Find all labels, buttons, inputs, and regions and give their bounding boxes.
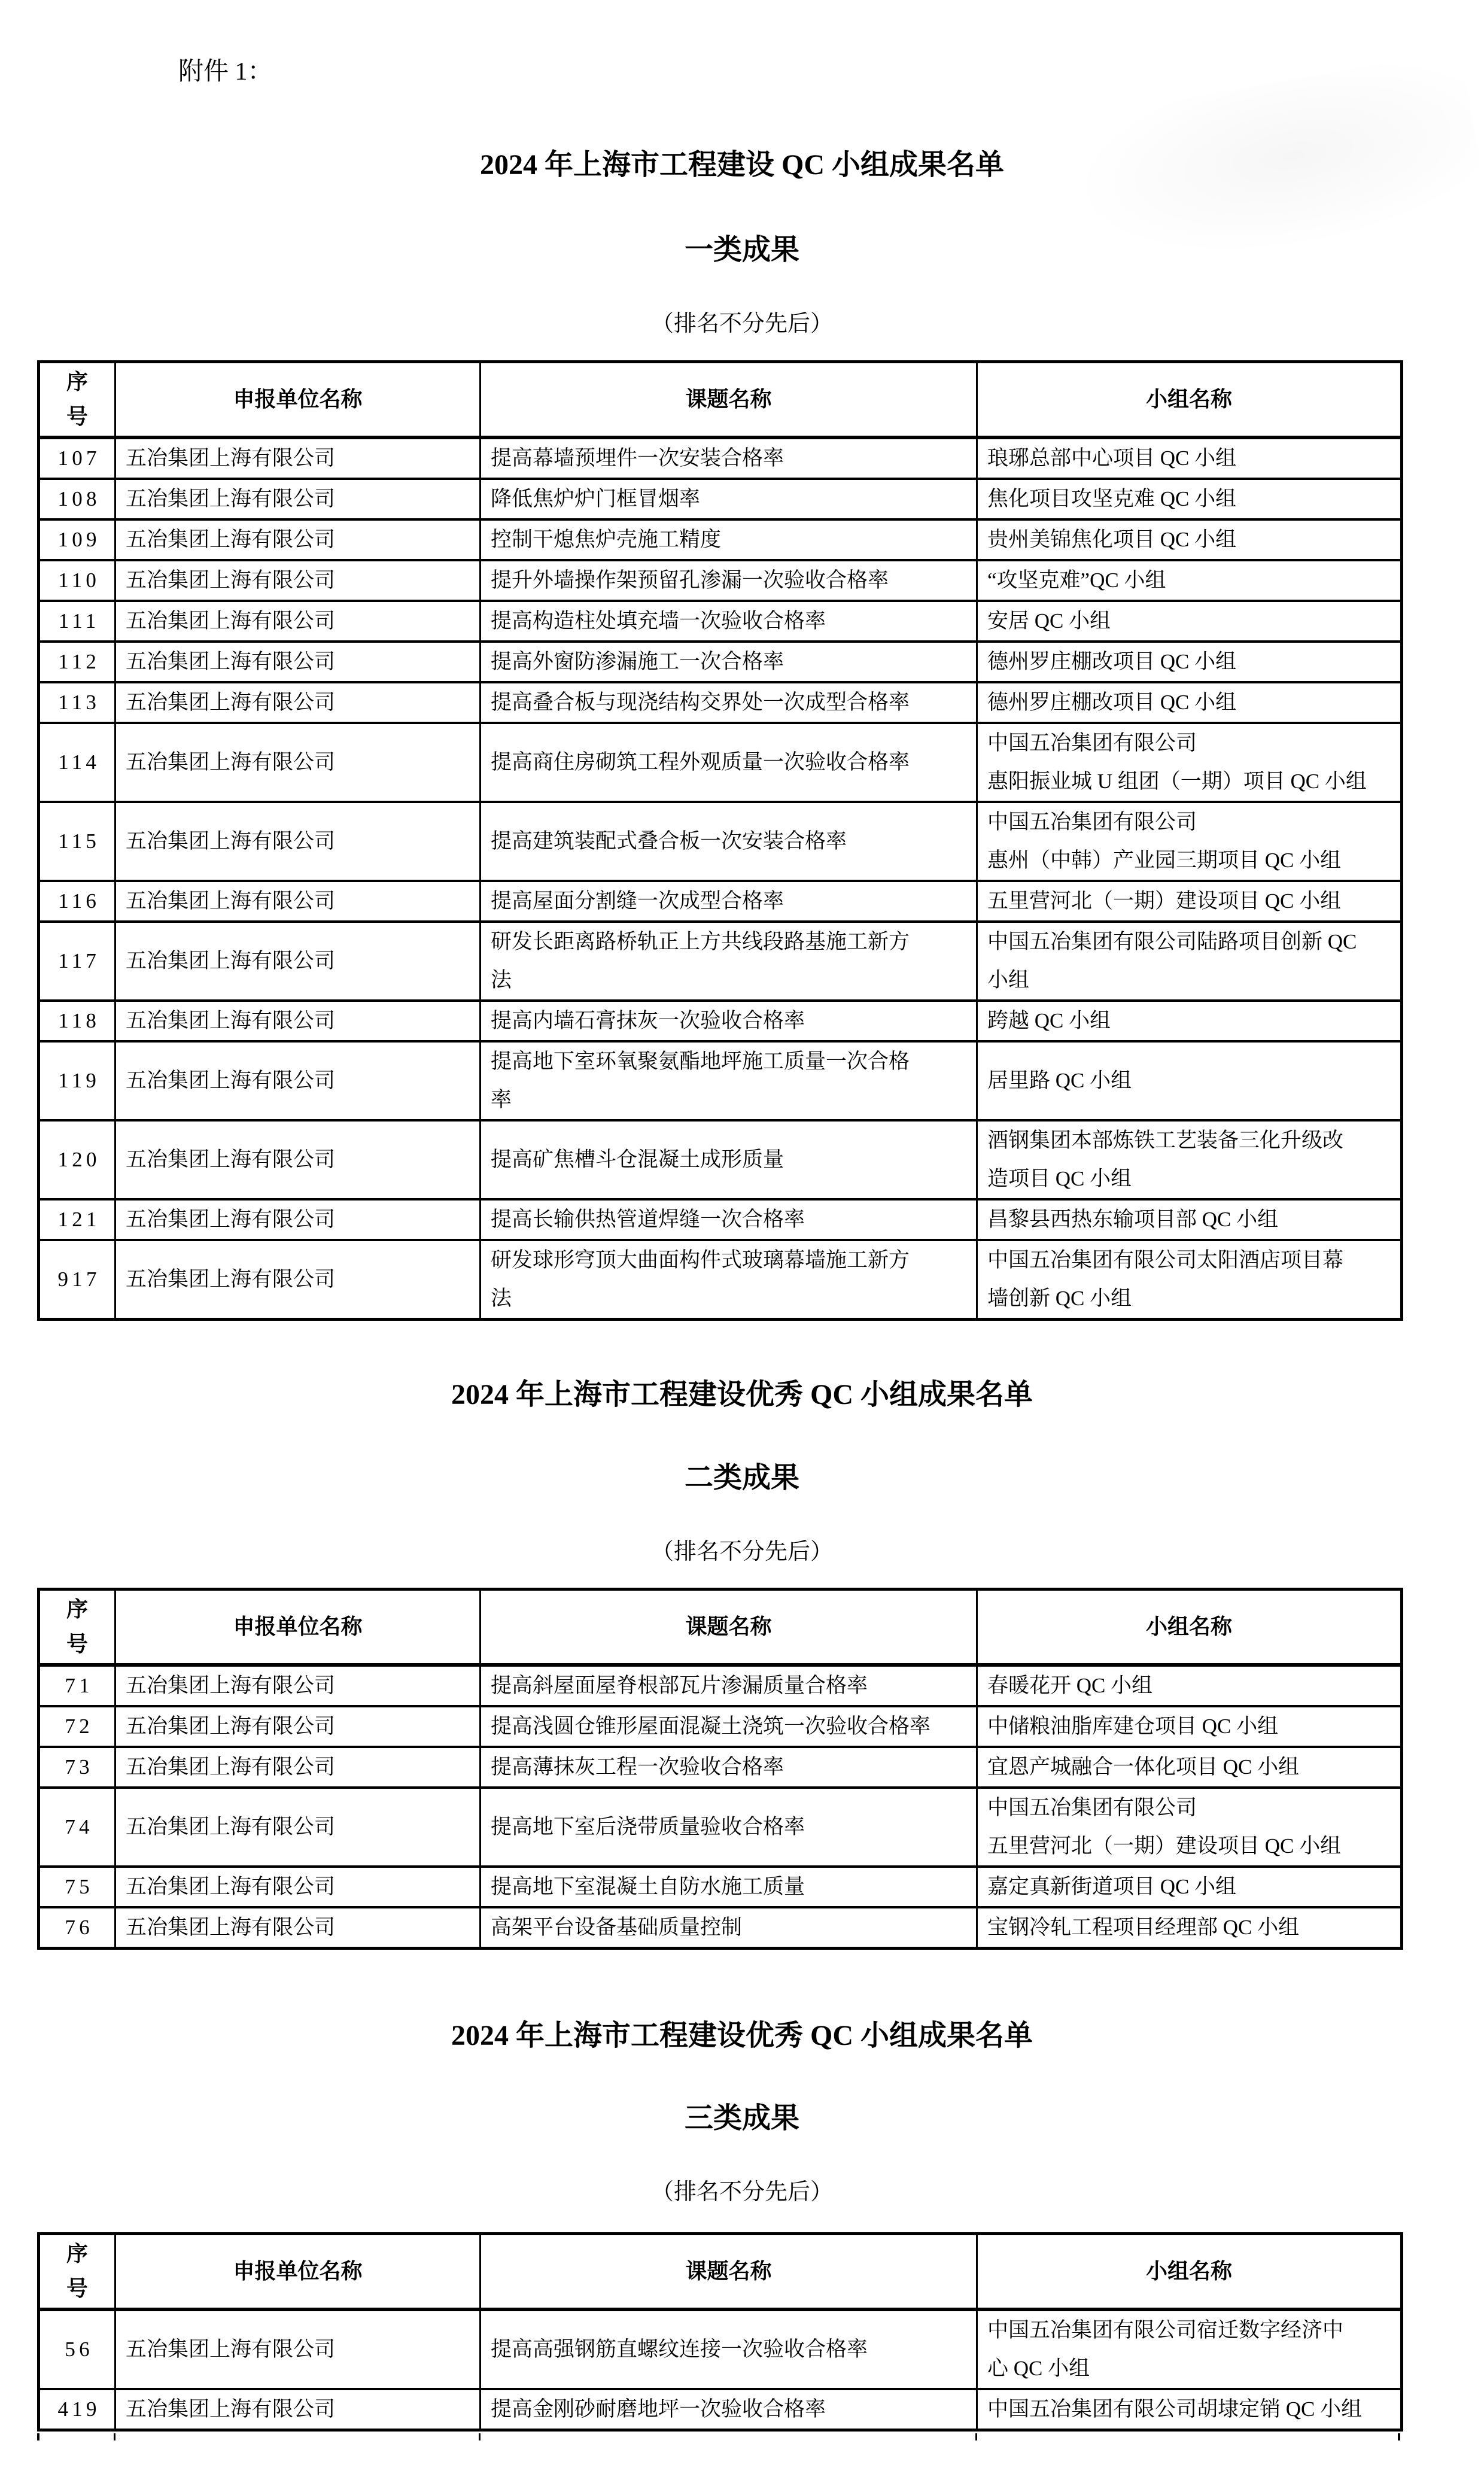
- cell-serial: 116: [58, 889, 101, 913]
- cell-unit: 五冶集团上海有限公司: [115, 1199, 481, 1240]
- cell-topic: 研发球形穹顶大曲面构件式玻璃幕墙施工新方 法: [481, 1240, 977, 1320]
- table-row: [39, 1001, 1402, 1041]
- column-header-1: 申报单位名称: [115, 2234, 481, 2309]
- section-1-note: （排名不分先后）: [650, 311, 833, 336]
- cell-serial: 107: [57, 446, 101, 470]
- table-row: [39, 1788, 1402, 1867]
- section-2-title: 2024 年上海市工程建设优秀 QC 小组成果名单: [451, 1379, 1033, 1411]
- cell-topic: 提高叠合板与现浇结构交界处一次成型合格率: [481, 682, 977, 723]
- cell-topic: 提高商住房砌筑工程外观质量一次验收合格率: [481, 723, 977, 802]
- column-header-3: 小组名称: [977, 1589, 1402, 1665]
- table-header-row: [39, 2234, 1402, 2309]
- cell-group: 德州罗庄棚改项目 QC 小组: [977, 682, 1402, 723]
- cell-group: 中国五冶集团有限公司宿迁数字经济中 心 QC 小组: [977, 2309, 1402, 2389]
- cell-group: 中国五冶集团有限公司 惠阳振业城 U 组团（一期）项目 QC 小组: [977, 723, 1402, 802]
- cell-group: 中国五冶集团有限公司 惠州（中韩）产业园三期项目 QC 小组: [977, 802, 1402, 881]
- cell-unit: 五冶集团上海有限公司: [115, 1041, 481, 1120]
- cell-group: “攻坚克难”QC 小组: [977, 560, 1402, 601]
- table-row: [39, 1747, 1402, 1788]
- cell-topic: 提高地下室后浇带质量验收合格率: [481, 1788, 977, 1867]
- column-header-3: 小组名称: [977, 362, 1402, 437]
- cell-group: 宝钢冷轧工程项目经理部 QC 小组: [977, 1907, 1402, 1949]
- cell-serial: 115: [58, 829, 101, 853]
- table-row: [39, 881, 1402, 922]
- section-2-note: （排名不分先后）: [650, 1539, 833, 1564]
- cell-topic: 高架平台设备基础质量控制: [481, 1907, 977, 1949]
- cell-topic: 提高建筑装配式叠合板一次安装合格率: [481, 802, 977, 881]
- cell-serial: 76: [65, 1915, 93, 1939]
- cell-group: 嘉定真新街道项目 QC 小组: [977, 1867, 1402, 1907]
- section-2-category: 二类成果: [684, 1462, 799, 1494]
- cell-topic: 提高幕墙预埋件一次安装合格率: [481, 437, 977, 479]
- cell-serial: 120: [57, 1147, 101, 1171]
- cell-serial: 113: [58, 690, 101, 714]
- table-row: [39, 601, 1402, 642]
- cell-group: 焦化项目攻坚克难 QC 小组: [977, 479, 1402, 519]
- cell-group: 昌黎县西热东输项目部 QC 小组: [977, 1199, 1402, 1240]
- cell-topic: 提高高强钢筋直螺纹连接一次验收合格率: [481, 2309, 977, 2389]
- results-table-category-1: [37, 360, 1403, 1321]
- cell-group: 酒钢集团本部炼铁工艺装备三化升级改 造项目 QC 小组: [977, 1120, 1402, 1199]
- results-table-category-3: [37, 2232, 1403, 2432]
- cell-group: 琅琊总部中心项目 QC 小组: [977, 437, 1402, 479]
- cell-serial: 112: [58, 649, 101, 673]
- table-header-row: [39, 362, 1402, 437]
- cell-serial: 110: [58, 568, 101, 592]
- table-row: [39, 1907, 1402, 1949]
- cell-unit: 五冶集团上海有限公司: [115, 642, 481, 682]
- cell-topic: 提高金刚砂耐磨地坪一次验收合格率: [481, 2389, 977, 2430]
- column-header-0: 序号: [66, 1597, 88, 1657]
- cell-unit: 五冶集团上海有限公司: [115, 682, 481, 723]
- cell-serial: 119: [58, 1068, 101, 1092]
- table-row: [39, 682, 1402, 723]
- cell-serial: 118: [58, 1008, 101, 1032]
- cell-topic: 提高浅圆仓锥形屋面混凝土浇筑一次验收合格率: [481, 1706, 977, 1747]
- cell-topic: 提高薄抹灰工程一次验收合格率: [481, 1747, 977, 1788]
- cell-unit: 五冶集团上海有限公司: [115, 2389, 481, 2430]
- cell-topic: 提高地下室环氧聚氨酯地坪施工质量一次合格 率: [481, 1041, 977, 1120]
- cell-unit: 五冶集团上海有限公司: [115, 1867, 481, 1907]
- table-row: [39, 642, 1402, 682]
- cell-group: 安居 QC 小组: [977, 601, 1402, 642]
- cell-serial: 419: [57, 2397, 101, 2421]
- column-header-0: 序号: [66, 370, 88, 429]
- cell-serial: 114: [58, 750, 101, 774]
- cell-topic: 提高构造柱处填充墙一次验收合格率: [481, 601, 977, 642]
- cell-topic: 降低焦炉炉门框冒烟率: [481, 479, 977, 519]
- cell-unit: 五冶集团上海有限公司: [115, 519, 481, 560]
- cell-topic: 控制干熄焦炉壳施工精度: [481, 519, 977, 560]
- cell-topic: 提高斜屋面屋脊根部瓦片渗漏质量合格率: [481, 1665, 977, 1706]
- cell-unit: 五冶集团上海有限公司: [115, 1788, 481, 1867]
- cell-serial: 71: [65, 1673, 93, 1697]
- table-header-row: [39, 1589, 1402, 1665]
- cell-group: 居里路 QC 小组: [977, 1041, 1402, 1120]
- cell-topic: 提高矿焦槽斗仓混凝土成形质量: [481, 1120, 977, 1199]
- cell-unit: 五冶集团上海有限公司: [115, 2309, 481, 2389]
- cell-group: 五里营河北（一期）建设项目 QC 小组: [977, 881, 1402, 922]
- results-table-category-2: [37, 1588, 1403, 1950]
- table-row: [39, 1199, 1402, 1240]
- cell-group: 中国五冶集团有限公司太阳酒店项目幕 墙创新 QC 小组: [977, 1240, 1402, 1320]
- table-row: [39, 2389, 1402, 2430]
- cell-topic: 提高外窗防渗漏施工一次合格率: [481, 642, 977, 682]
- cell-serial: 121: [57, 1207, 101, 1231]
- table-row: [39, 1120, 1402, 1199]
- cell-group: 中储粮油脂库建仓项目 QC 小组: [977, 1706, 1402, 1747]
- cell-unit: 五冶集团上海有限公司: [115, 922, 481, 1001]
- cell-unit: 五冶集团上海有限公司: [115, 560, 481, 601]
- table-cutoff-stub: [37, 2433, 1400, 2440]
- cell-serial: 109: [57, 527, 101, 551]
- section-1-title: 2024 年上海市工程建设 QC 小组成果名单: [479, 149, 1004, 181]
- cell-group: 跨越 QC 小组: [977, 1001, 1402, 1041]
- column-header-3: 小组名称: [977, 2234, 1402, 2309]
- cell-serial: 72: [65, 1714, 93, 1738]
- cell-unit: 五冶集团上海有限公司: [115, 1240, 481, 1320]
- cell-topic: 提高地下室混凝土自防水施工质量: [481, 1867, 977, 1907]
- cell-serial: 75: [65, 1874, 93, 1898]
- cell-unit: 五冶集团上海有限公司: [115, 1120, 481, 1199]
- cell-unit: 五冶集团上海有限公司: [115, 1665, 481, 1706]
- cell-serial: 917: [57, 1267, 101, 1291]
- section-3-note: （排名不分先后）: [650, 2180, 833, 2205]
- table-row: [39, 723, 1402, 802]
- section-3-title: 2024 年上海市工程建设优秀 QC 小组成果名单: [451, 2020, 1033, 2051]
- cell-group: 贵州美锦焦化项目 QC 小组: [977, 519, 1402, 560]
- cell-topic: 提高内墙石膏抹灰一次验收合格率: [481, 1001, 977, 1041]
- cell-unit: 五冶集团上海有限公司: [115, 601, 481, 642]
- cell-unit: 五冶集团上海有限公司: [115, 1747, 481, 1788]
- table-row: [39, 1240, 1402, 1320]
- cell-topic: 提高屋面分割缝一次成型合格率: [481, 881, 977, 922]
- table-row: [39, 922, 1402, 1001]
- cell-group: 德州罗庄棚改项目 QC 小组: [977, 642, 1402, 682]
- table-row: [39, 2309, 1402, 2389]
- cell-unit: 五冶集团上海有限公司: [115, 437, 481, 479]
- column-header-1: 申报单位名称: [115, 362, 481, 437]
- cell-topic: 研发长距离路桥轨正上方共线段路基施工新方 法: [481, 922, 977, 1001]
- table-row: [39, 560, 1402, 601]
- cell-unit: 五冶集团上海有限公司: [115, 1907, 481, 1949]
- cell-topic: 提高长输供热管道焊缝一次合格率: [481, 1199, 977, 1240]
- cell-group: 中国五冶集团有限公司 五里营河北（一期）建设项目 QC 小组: [977, 1788, 1402, 1867]
- column-header-2: 课题名称: [481, 2234, 977, 2309]
- cell-unit: 五冶集团上海有限公司: [115, 1706, 481, 1747]
- cell-serial: 73: [65, 1755, 93, 1779]
- cell-serial: 117: [58, 949, 101, 972]
- table-row: [39, 479, 1402, 519]
- cell-group: 中国五冶集团有限公司胡埭定销 QC 小组: [977, 2389, 1402, 2430]
- cell-serial: 74: [65, 1815, 93, 1838]
- cell-serial: 111: [58, 609, 100, 633]
- cell-serial: 56: [65, 2337, 93, 2361]
- table-row: [39, 519, 1402, 560]
- section-3-category: 三类成果: [684, 2102, 799, 2134]
- cell-serial: 108: [57, 487, 101, 510]
- cell-group: 中国五冶集团有限公司陆路项目创新 QC 小组: [977, 922, 1402, 1001]
- cell-unit: 五冶集团上海有限公司: [115, 723, 481, 802]
- section-1-category: 一类成果: [684, 234, 799, 266]
- cell-group: 春暖花开 QC 小组: [977, 1665, 1402, 1706]
- table-row: [39, 1867, 1402, 1907]
- cell-topic: 提升外墙操作架预留孔渗漏一次验收合格率: [481, 560, 977, 601]
- cell-unit: 五冶集团上海有限公司: [115, 881, 481, 922]
- cell-unit: 五冶集团上海有限公司: [115, 479, 481, 519]
- column-header-2: 课题名称: [481, 362, 977, 437]
- table-row: [39, 1041, 1402, 1120]
- attachment-label: 附件 1：: [178, 58, 273, 86]
- column-header-2: 课题名称: [481, 1589, 977, 1665]
- column-header-1: 申报单位名称: [115, 1589, 481, 1665]
- cell-unit: 五冶集团上海有限公司: [115, 1001, 481, 1041]
- cell-group: 宜恩产城融合一体化项目 QC 小组: [977, 1747, 1402, 1788]
- table-row: [39, 802, 1402, 881]
- table-row: [39, 1706, 1402, 1747]
- table-row: [39, 437, 1402, 479]
- column-header-0: 序号: [66, 2242, 88, 2301]
- cell-unit: 五冶集团上海有限公司: [115, 802, 481, 881]
- table-row: [39, 1665, 1402, 1706]
